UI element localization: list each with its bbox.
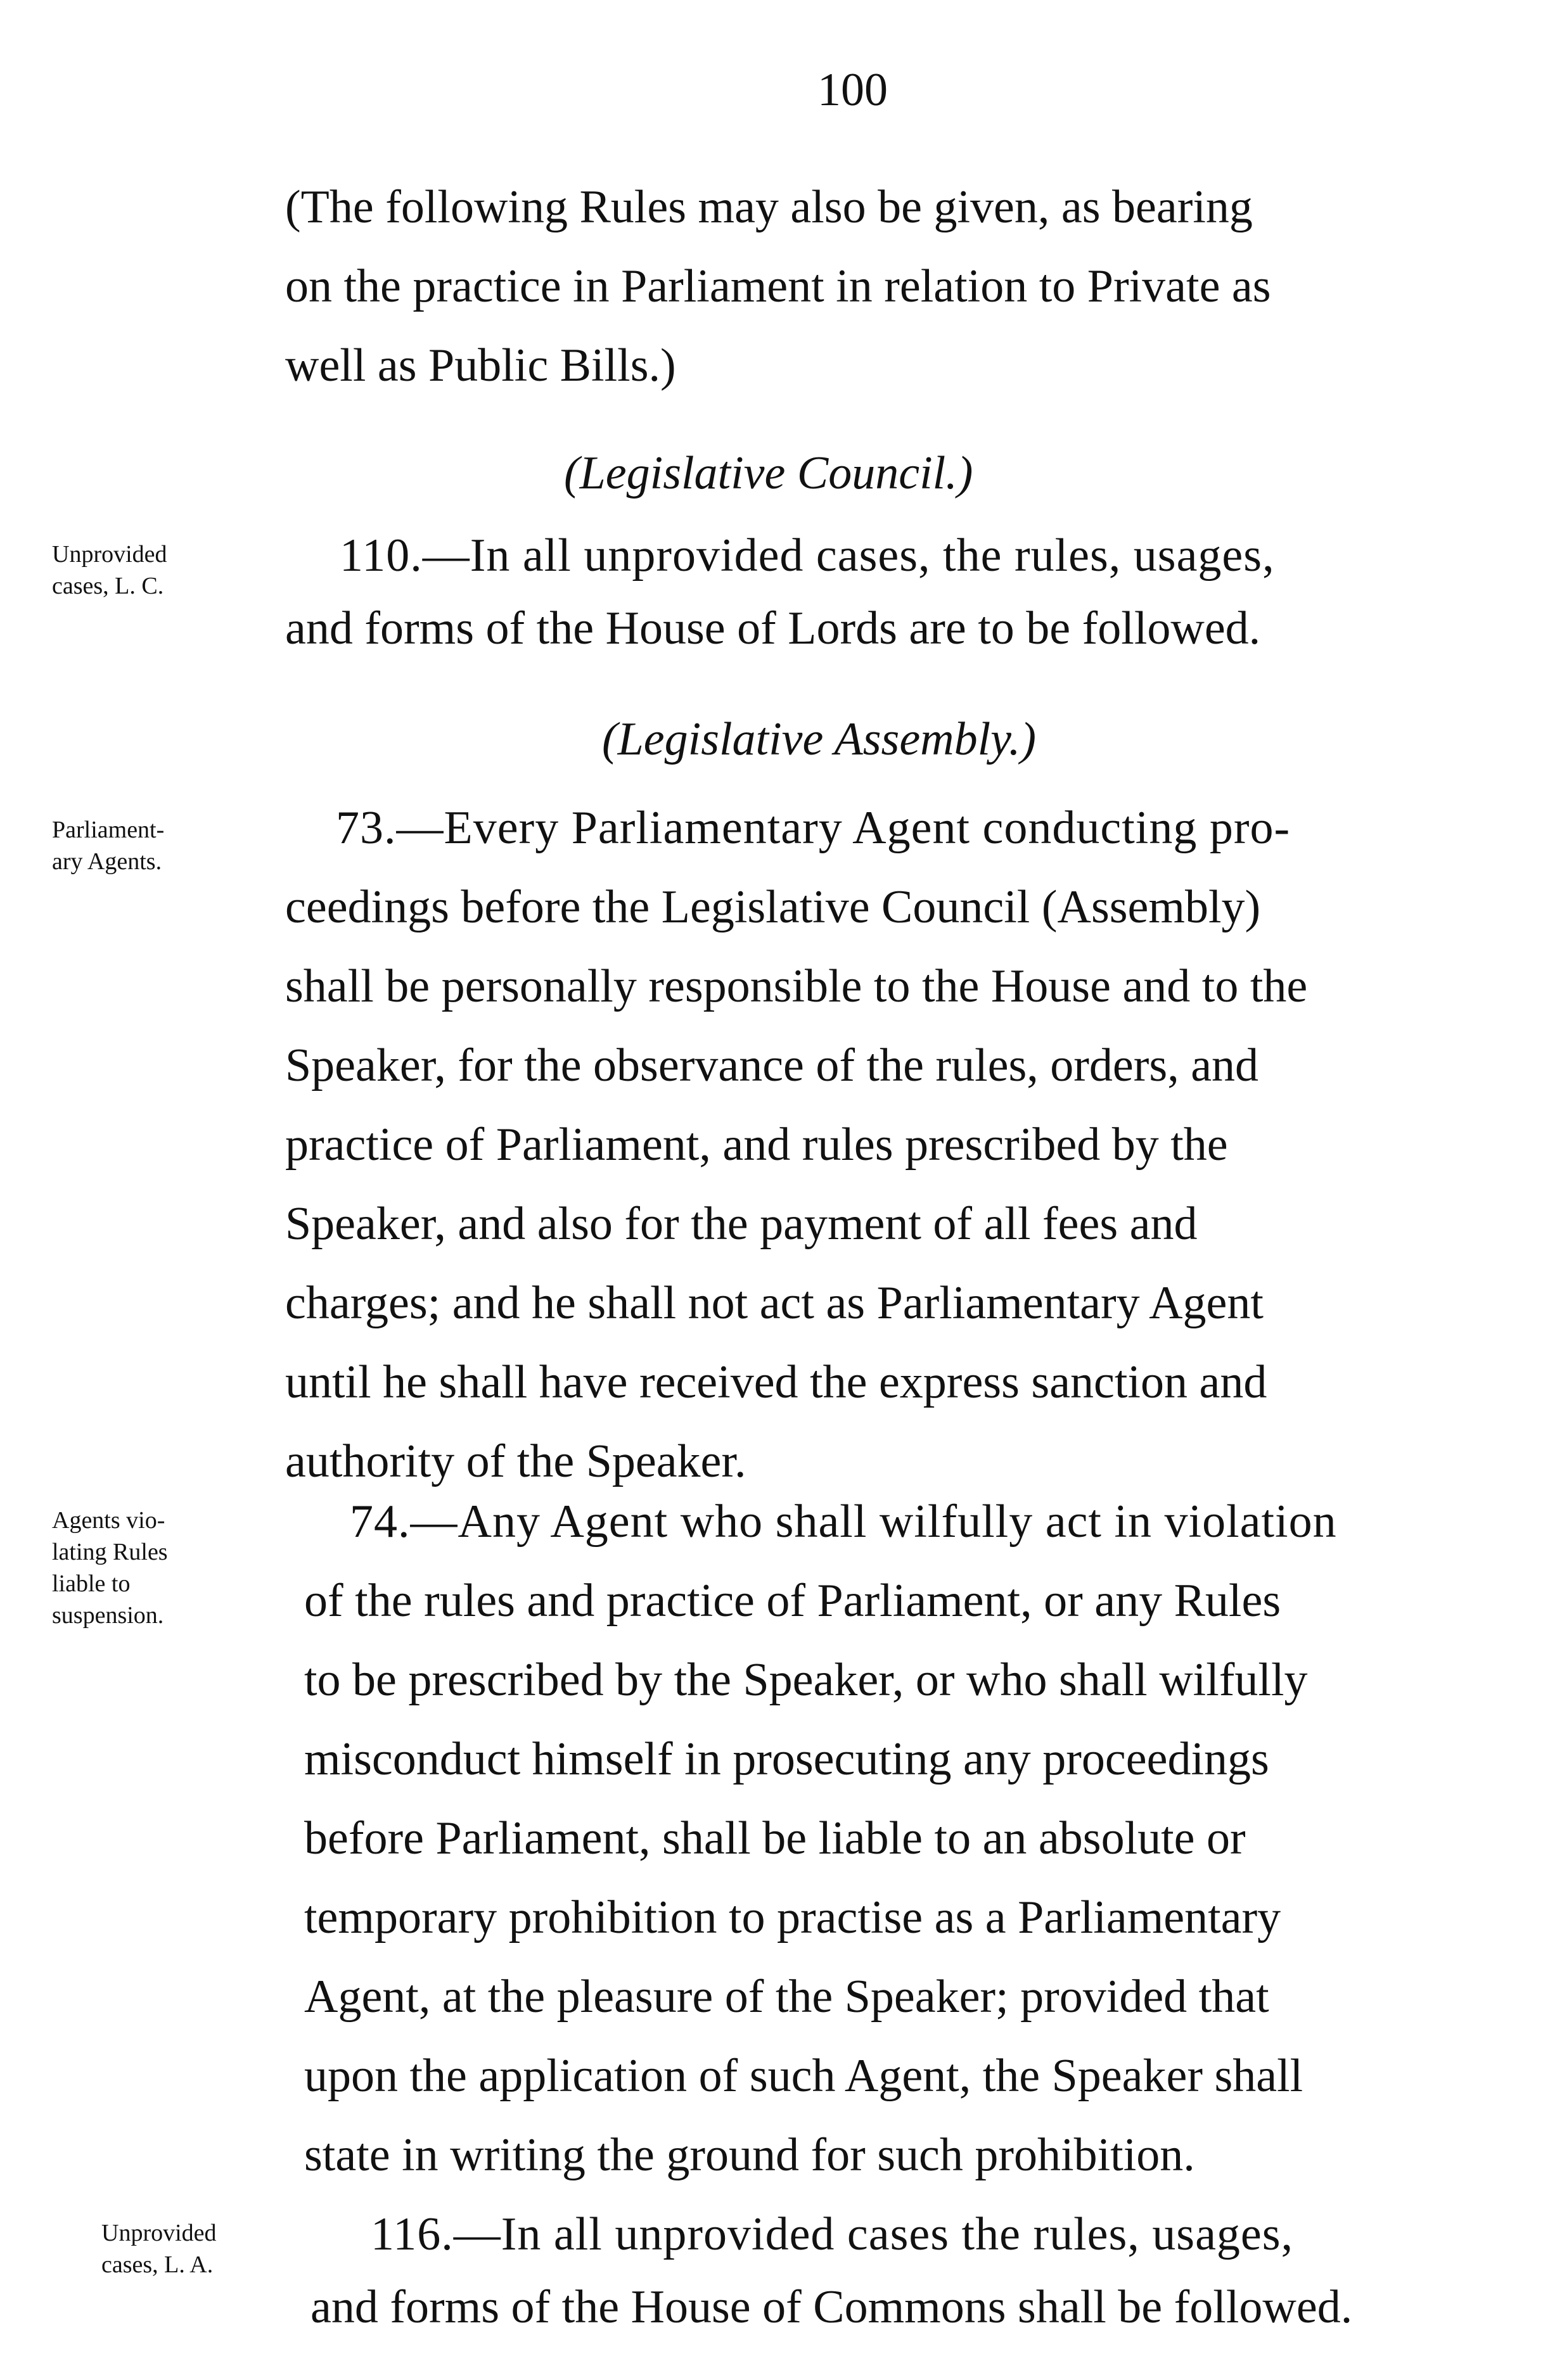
rule-73-line: until he shall have received the express sanction and bbox=[285, 1356, 1267, 1408]
council-heading: (Legislative Council.) bbox=[564, 447, 973, 499]
rule-73-line: authority of the Speaker. bbox=[285, 1435, 746, 1487]
margin-note-line: Unprovided bbox=[101, 2220, 217, 2246]
rule-110-line: and forms of the House of Lords are to be followed. bbox=[285, 602, 1261, 654]
margin-note-74 bbox=[52, 1505, 168, 1631]
rule-116-line: 116.—In all unprovided cases the rules, usages, bbox=[371, 2208, 1294, 2260]
margin-note-line: lating Rules bbox=[52, 1539, 168, 1565]
rule-74-line: temporary prohibition to practise as a Parliamentary bbox=[304, 1892, 1281, 1944]
margin-note-line: ary Agents. bbox=[52, 848, 162, 875]
rule-73-line: practice of Parliament, and rules prescribed by the bbox=[285, 1119, 1228, 1171]
margin-note-line: Parliament- bbox=[52, 817, 165, 843]
intro-line: well as Public Bills.) bbox=[285, 340, 676, 391]
rule-74-line: upon the application of such Agent, the Speaker shall bbox=[304, 2050, 1303, 2102]
margin-note-line: Agents vio- bbox=[52, 1507, 165, 1534]
margin-note-116 bbox=[101, 2217, 217, 2281]
rule-73-line: 73.—Every Parliamentary Agent conducting pro- bbox=[336, 802, 1291, 854]
rule-73-line: charges; and he shall not act as Parliamentary Agent bbox=[285, 1277, 1264, 1329]
rule-74-line: state in writing the ground for such prohibition. bbox=[304, 2129, 1195, 2181]
rule-74-line: of the rules and practice of Parliament, or any Rules bbox=[304, 1575, 1281, 1627]
rule-110-line: 110.—In all unprovided cases, the rules, usages, bbox=[340, 530, 1275, 582]
assembly-heading: (Legislative Assembly.) bbox=[602, 713, 1037, 765]
page-number: 100 bbox=[817, 64, 888, 116]
margin-note-110 bbox=[52, 538, 167, 602]
margin-note-line: Unprovided bbox=[52, 541, 167, 568]
intro-line: on the practice in Parliament in relation to Private as bbox=[285, 260, 1271, 312]
rule-73-line: Speaker, and also for the payment of all fees and bbox=[285, 1198, 1198, 1250]
rule-74-line: Agent, at the pleasure of the Speaker; provided that bbox=[304, 1971, 1269, 2023]
rule-74-line: misconduct himself in prosecuting any proceedings bbox=[304, 1733, 1269, 1785]
rule-74-line: to be prescribed by the Speaker, or who shall wilfully bbox=[304, 1654, 1308, 1706]
rule-73-line: shall be personally responsible to the House and to the bbox=[285, 960, 1308, 1012]
margin-note-line: suspension. bbox=[52, 1602, 164, 1629]
rule-116-line: and forms of the House of Commons shall be followed. bbox=[310, 2281, 1353, 2333]
margin-note-73 bbox=[52, 814, 164, 877]
rule-73-line: Speaker, for the observance of the rules, orders, and bbox=[285, 1040, 1259, 1091]
rule-73-line: ceedings before the Legislative Council (Assembly) bbox=[285, 881, 1261, 933]
rule-74-line: 74.—Any Agent who shall wilfully act in violation bbox=[350, 1496, 1337, 1548]
margin-note-line: liable to bbox=[52, 1570, 131, 1597]
margin-note-line: cases, L. A. bbox=[101, 2251, 214, 2278]
margin-note-line: cases, L. C. bbox=[52, 573, 164, 599]
rule-74-line: before Parliament, shall be liable to an absolute or bbox=[304, 1812, 1246, 1864]
intro-line: (The following Rules may also be given, as bearing bbox=[285, 181, 1253, 233]
